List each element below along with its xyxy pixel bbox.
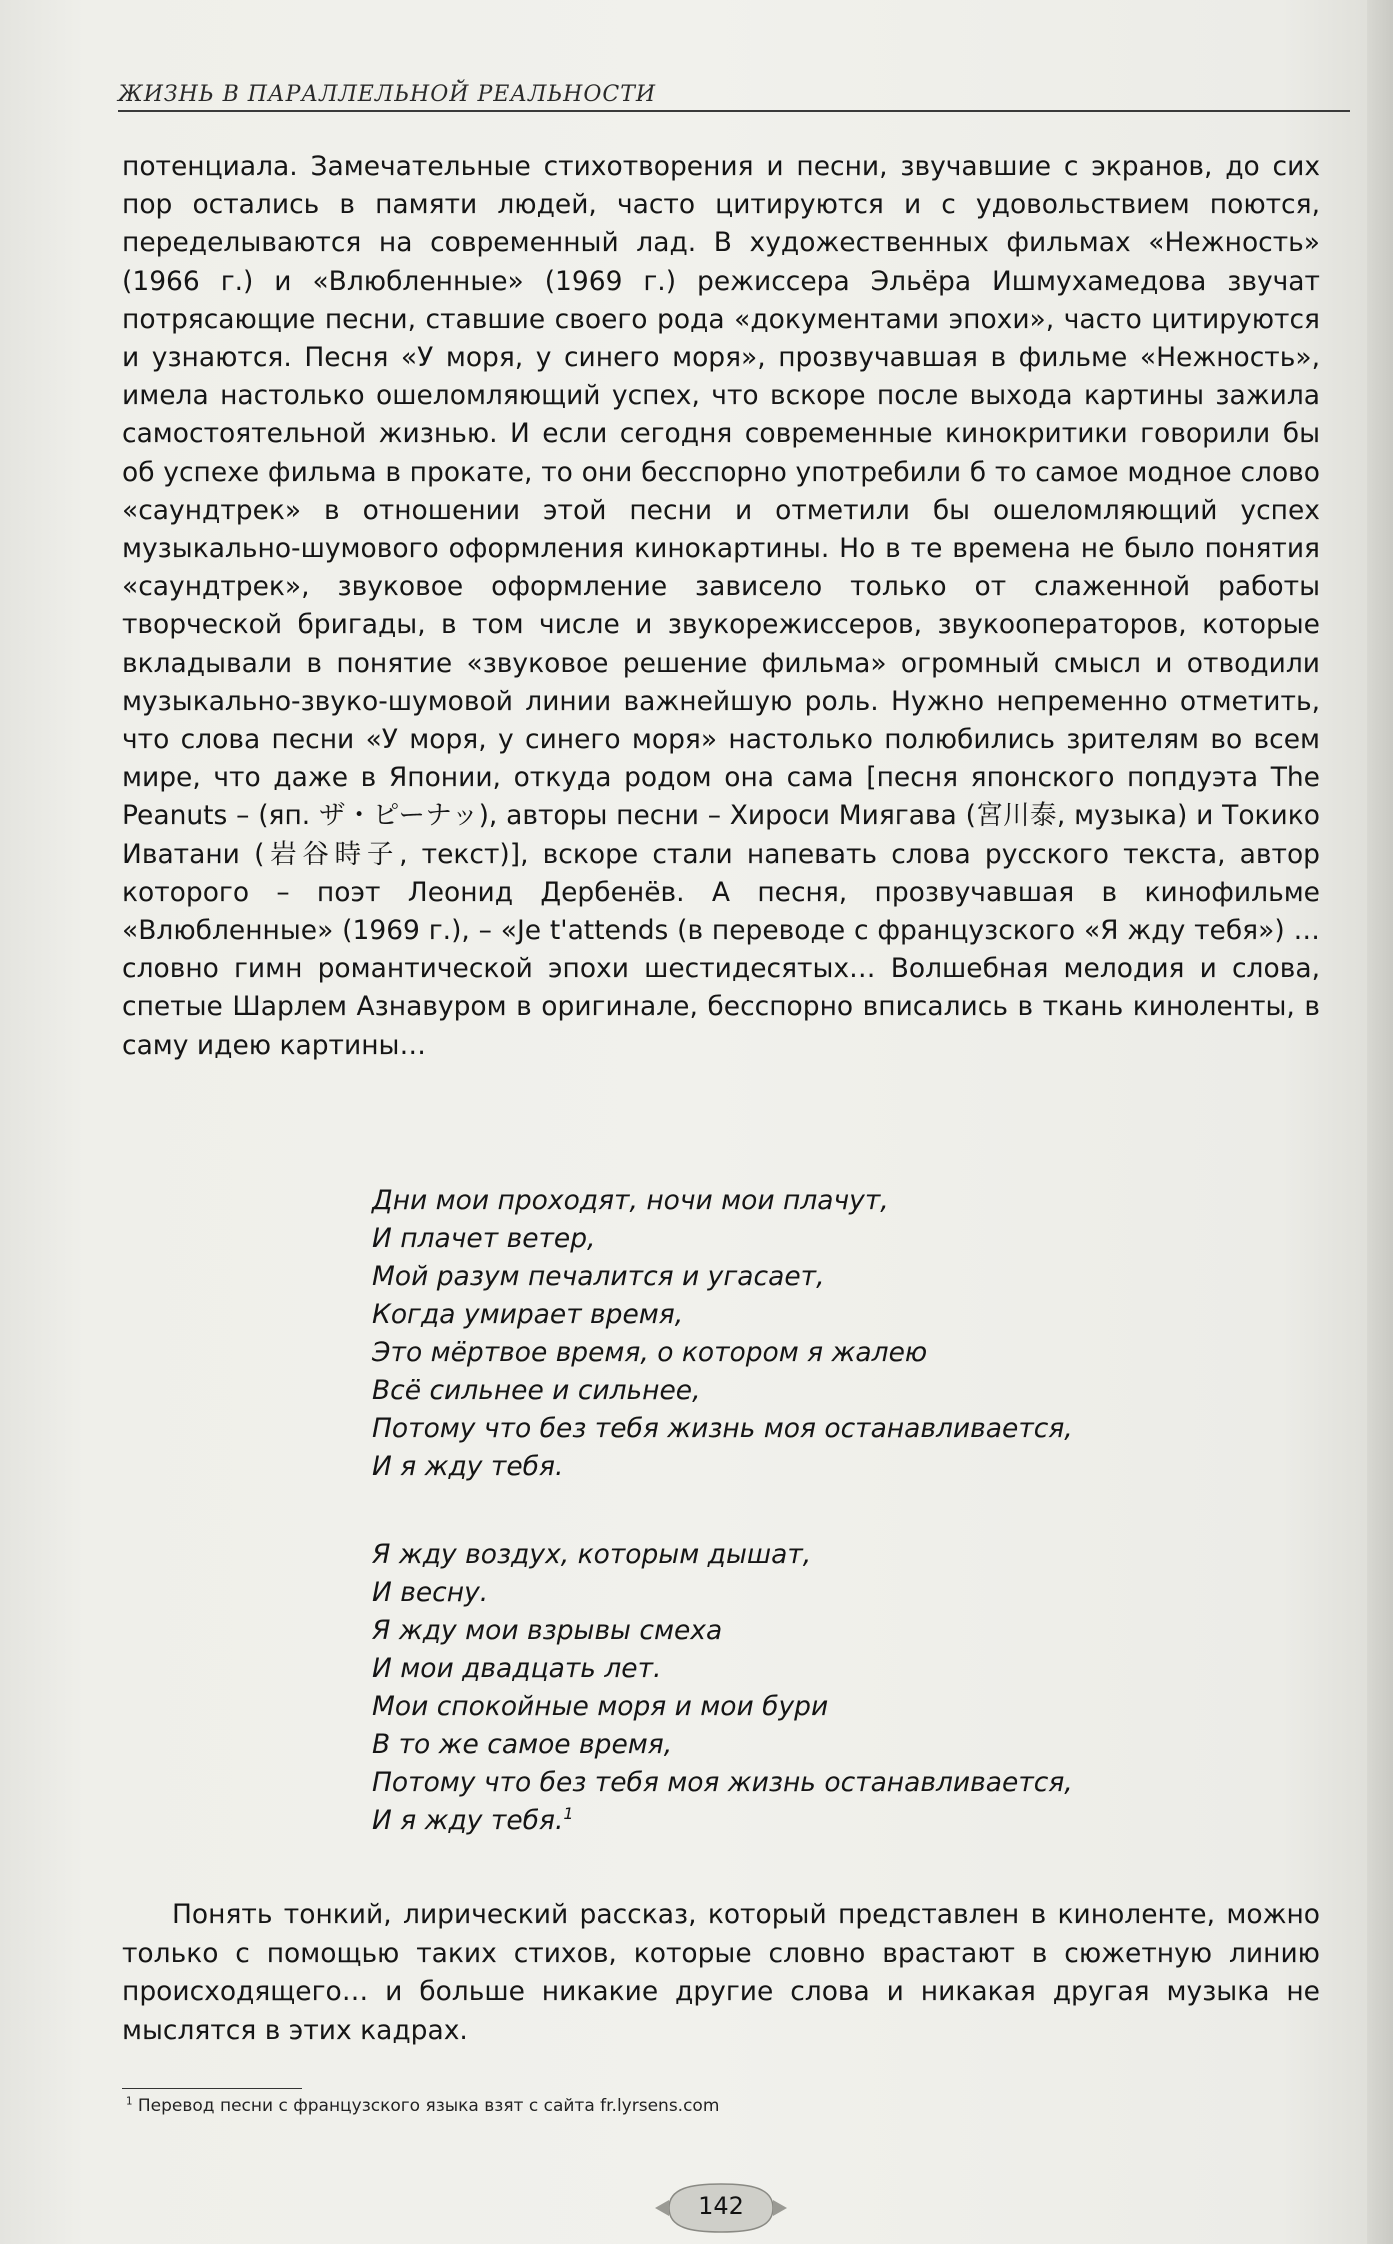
poem-line: Дни мои проходят, ночи мои плачут, bbox=[372, 1185, 889, 1216]
poem-last-line-text: И я жду тебя. bbox=[372, 1805, 564, 1836]
running-header bbox=[118, 76, 1350, 112]
poem-stanza-1 bbox=[372, 1182, 1272, 1486]
poem-stanza-2 bbox=[372, 1536, 1272, 1840]
poem-line: Потому что без тебя моя жизнь останавливается, bbox=[372, 1767, 1073, 1798]
footnote-divider bbox=[122, 2088, 302, 2089]
footnote-text: Перевод песни с французского языка взят с сайта fr.lyrsens.com bbox=[137, 2096, 720, 2116]
poem-line: И плачет ветер, bbox=[372, 1223, 596, 1254]
main-paragraph bbox=[122, 148, 1320, 1065]
poem-line: Мой разум печалится и угасает, bbox=[372, 1261, 825, 1292]
poem-line: Я жду мои взрывы смеха bbox=[372, 1615, 723, 1646]
poem-line: И мои двадцать лет. bbox=[372, 1653, 662, 1684]
page-number: 142 bbox=[698, 2192, 744, 2220]
poem-line: И я жду тебя. bbox=[372, 1451, 564, 1482]
poem-line: И весну. bbox=[372, 1577, 489, 1608]
page-edge-shadow bbox=[1367, 0, 1393, 2244]
poem-line bbox=[372, 1802, 1272, 1840]
poem-line: Всё сильнее и сильнее, bbox=[372, 1375, 701, 1406]
main-paragraph-text: потенциала. Замечательные стихотворения и песни, звучавшие с экранов, до сих пор остались в памяти людей, часто цитируются и с удовольствием поются, переделываются на современный лад. В художественных фильмах «Нежность» (1966 г.) и «Влюбленные» (1969 г.) режиссера Эльёра Ишмухамедова звучат потрясающие песни, ставшие своего рода «документами эпохи», часто цитируются и узнаются. Песня «У моря, у синего моря», прозвучавшая в фильме «Нежность», имела настолько ошеломляющий успех, что вскоре после выхода картины зажила самостоятельной жизнью. И если сегодня современные кинокритики говорили бы об успехе фильма в прокате, то они бесспорно употребили б то самое модное слово «саундтрек» в отношении этой песни и отметили бы ошеломляющий успех музыкально-шумового оформления кинокартины. Но в те времена не было понятия «саундтрек», звуковое оформление зависело только от слаженной работы творческой бригады, в том числе и звукорежиссеров, звукооператоров, которые вкладывали в понятие «звуковое решение фильма» огромный смысл и отводили музыкально-звуко-шумовой линии важнейшую роль. Нужно непременно отметить, что слова песни «У моря, у синего моря» настолько полюбились зрителям во всем мире, что даже в Японии, откуда родом она сама [песня японского попдуэта The Peanuts – (яп. ザ・ピーナッ), авторы песни – Хироси Миягава (宮川泰, музыка) и Токико Иватани (岩谷時子, текст)], вскоре стали напевать слова русского текста, автор которого – поэт Леонид Дербенёв. А песня, прозвучавшая в кинофильме «Влюбленные» (1969 г.), – «Je t'attends (в переводе с французского «Я жду тебя») …словно гимн романтической эпохи шестидесятых… Волшебная мелодия и слова, спетые Шарлем Азнавуром в оригинале, бесспорно вписались в ткань киноленты, в саму идею картины… bbox=[122, 151, 1320, 1061]
page-number-badge bbox=[651, 2180, 791, 2236]
running-header-title: ЖИЗНЬ В ПАРАЛЛЕЛЬНОЙ РЕАЛЬНОСТИ bbox=[118, 82, 657, 107]
poem-line: Мои спокойные моря и мои бури bbox=[372, 1691, 829, 1722]
poem-line: Когда умирает время, bbox=[372, 1299, 684, 1330]
poem-line: Это мёртвое время, о котором я жалею bbox=[372, 1337, 928, 1368]
footnote-reference[interactable]: 1 bbox=[563, 1804, 574, 1824]
footnote-marker: 1 bbox=[126, 2096, 133, 2108]
footnote bbox=[126, 2096, 719, 2116]
closing-paragraph: Понять тонкий, лирический рассказ, который представлен в киноленте, можно только с помощью таких стихов, которые словно врастают в сюжетную линию происходящего… и больше никакие другие слова и никакая другая музыка не мыслятся в этих кадрах. bbox=[122, 1899, 1320, 2046]
poem-line: Потому что без тебя жизнь моя останавливается, bbox=[372, 1413, 1073, 1444]
poem-line: Я жду воздух, которым дышат, bbox=[372, 1539, 812, 1570]
poem-line: В то же самое время, bbox=[372, 1729, 673, 1760]
